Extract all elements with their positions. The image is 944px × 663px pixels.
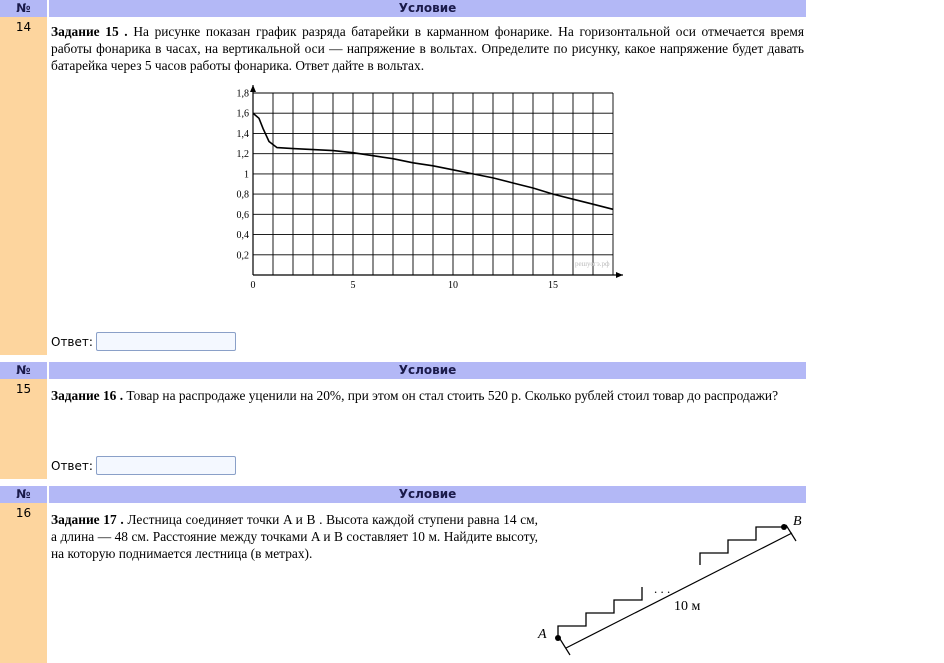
point-b-label: B [793, 514, 802, 529]
header-condition: Условие [49, 0, 806, 17]
x-tick-label: 0 [250, 280, 256, 291]
task-number-cell [0, 503, 47, 663]
header-number: № [0, 362, 47, 379]
chart-grid [253, 93, 613, 275]
task-number-cell [0, 379, 47, 479]
stairs-dots: . . . [654, 581, 671, 596]
header-number: № [0, 0, 47, 17]
discharge-chart [225, 83, 635, 293]
point-b-dot [781, 524, 787, 530]
chart-axes [250, 85, 623, 278]
x-tick-label: 15 [548, 280, 558, 291]
task-number: 16 [15, 506, 32, 520]
task-title: Задание 15 . [51, 24, 128, 39]
y-tick-label: 0,2 [236, 250, 249, 262]
stairs-figure [530, 505, 820, 663]
task-body: На рисунке показан график разряда батарейки в карманном фонарике. На горизонтальной оси отмечается время работы фонарика в часах, на вертикальной оси — напряжение в вольтах. Определите по рисунку, какое напряжение будет давать батарейка через 5 часов работы фонарика. Ответ дайте в вольтах. [51, 24, 804, 73]
y-tick-label: 0,8 [236, 189, 249, 201]
y-tick-label: 1 [244, 169, 249, 181]
y-tick-label: 1,2 [236, 149, 249, 161]
answer-input[interactable] [96, 332, 236, 351]
distance-line [566, 533, 792, 648]
task-text [51, 511, 538, 562]
watermark: решуогэ.рф [575, 260, 610, 268]
x-axis-arrow [616, 272, 623, 278]
task-text [51, 387, 804, 404]
stairs-steps-top [700, 527, 784, 565]
point-a-label: A [538, 627, 547, 642]
task-number-cell [0, 17, 47, 355]
task-title: Задание 16 . [51, 388, 124, 403]
task-text [51, 23, 804, 74]
y-tick-label: 1,8 [236, 88, 249, 100]
task-body: Лестница соединяет точки A и B . Высота каждой ступени равна 14 см, а длина — 48 см. Расстояние между точками A и B составляет 10 м. Найдите высоту, на которую поднимается лестница (в метрах). [51, 512, 538, 561]
header-condition: Условие [49, 486, 806, 503]
chart-ticks [237, 89, 559, 292]
y-tick-label: 0,4 [236, 230, 249, 242]
header-number: № [0, 486, 47, 503]
task-number: 15 [15, 382, 32, 396]
y-tick-label: 1,6 [236, 108, 249, 120]
x-tick-label: 10 [448, 280, 458, 291]
task-title: Задание 17 . [51, 512, 124, 527]
distance-label: 10 м [674, 599, 701, 614]
answer-input[interactable] [96, 456, 236, 475]
y-tick-label: 1,4 [236, 128, 249, 140]
y-axis-arrow [250, 85, 256, 92]
y-tick-label: 0,6 [236, 209, 249, 221]
task-body: Товар на распродаже уценили на 20%, при этом он стал стоить 520 р. Сколько рублей стоил товар до распродажи? [126, 388, 779, 403]
header-condition: Условие [49, 362, 806, 379]
answer-label: Ответ: [51, 459, 93, 473]
answer-label: Ответ: [51, 335, 93, 349]
point-a-dot [555, 635, 561, 641]
task-number: 14 [15, 20, 32, 34]
x-tick-label: 5 [350, 280, 356, 291]
